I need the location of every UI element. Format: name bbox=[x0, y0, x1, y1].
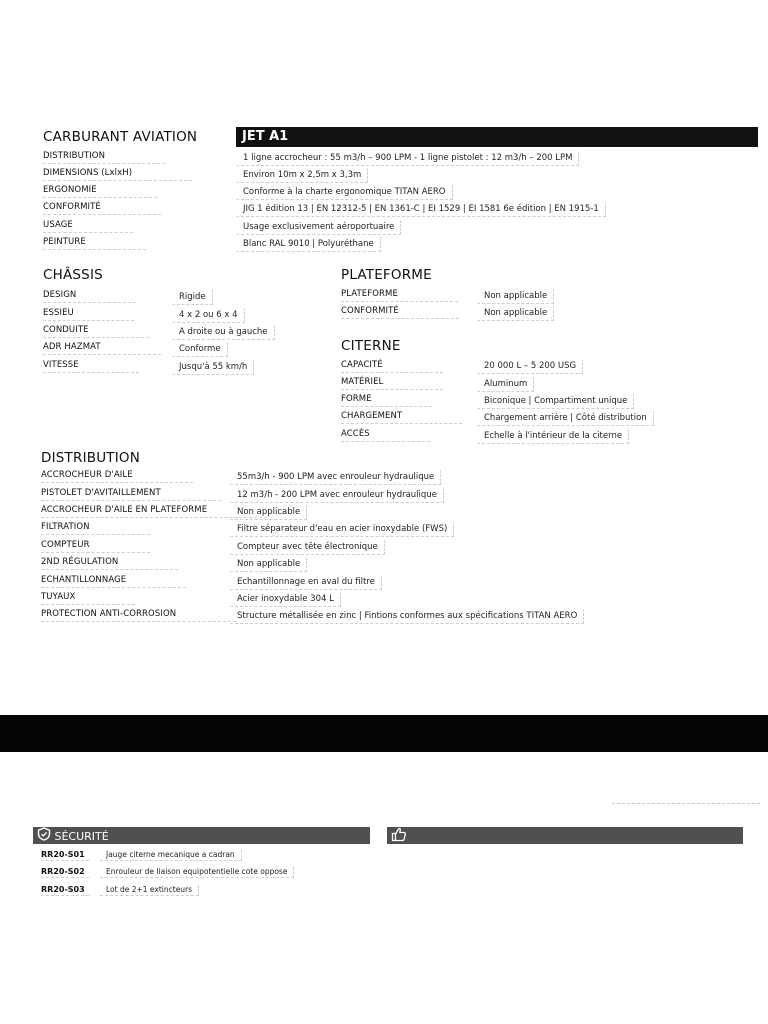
plateforme-value-conformite: Non applicable bbox=[477, 306, 554, 321]
plateforme-label-plateforme: PLATEFORME bbox=[341, 289, 398, 299]
citerne-label-materiel: MATÉRIEL bbox=[341, 377, 384, 387]
citerne-value-capacite: 20 000 L – 5 200 USG bbox=[477, 359, 583, 374]
fuel-value-ergonomie: Conforme à la charte ergonomique TITAN AERO bbox=[236, 185, 453, 200]
fuel-label-distribution: DISTRIBUTION bbox=[43, 151, 106, 161]
fuel-label-conformite: CONFORMITÉ bbox=[43, 202, 101, 212]
distribution-value-regulation: Non applicable bbox=[230, 557, 307, 572]
distribution-label-echantillonnage: ECHANTILLONNAGE bbox=[41, 575, 127, 585]
distribution-label-filtration: FILTRATION bbox=[41, 522, 90, 532]
citerne-value-chargement: Chargement arrière | Côté distribution bbox=[477, 411, 654, 426]
chassis-value-adr: Conforme bbox=[172, 342, 228, 357]
securite-title: SÉCURITÉ bbox=[54, 830, 109, 843]
chassis-label-conduite: CONDUITE bbox=[43, 325, 89, 335]
options-header bbox=[387, 827, 743, 844]
citerne-label-chargement: CHARGEMENT bbox=[341, 411, 403, 421]
chassis-value-conduite: A droite ou à gauche bbox=[172, 325, 275, 340]
plateforme-section-title: PLATEFORME bbox=[341, 267, 432, 283]
distribution-value-accrocheur: 55m3/h - 900 LPM avec enrouleur hydraulique bbox=[230, 470, 441, 485]
distribution-label-protection: PROTECTION ANTI-CORROSION bbox=[41, 609, 177, 619]
securite-header bbox=[33, 827, 370, 844]
distribution-label-compteur: COMPTEUR bbox=[41, 540, 90, 550]
securite-code-s01: RR20-S01 bbox=[41, 850, 85, 859]
plateforme-label-conformite: CONFORMITÉ bbox=[341, 306, 399, 316]
chassis-label-adr: ADR HAZMAT bbox=[43, 342, 101, 352]
fuel-value-distribution: 1 ligne accrocheur : 55 m3/h – 900 LPM - 1 ligne pistolet : 12 m3/h – 200 LPM bbox=[236, 151, 579, 166]
fuel-product-header: JET A1 bbox=[236, 127, 758, 147]
fuel-value-usage: Usage exclusivement aéroportuaire bbox=[236, 220, 401, 235]
citerne-section-title: CITERNE bbox=[341, 338, 401, 354]
fuel-value-dimensions: Environ 10m x 2,5m x 3,3m bbox=[236, 168, 368, 183]
chassis-section-title: CHÂSSIS bbox=[43, 267, 103, 283]
securite-text-s03: Lot de 2+1 extincteurs bbox=[100, 885, 199, 896]
plateforme-value-plateforme: Non applicable bbox=[477, 289, 554, 304]
shield-icon bbox=[37, 827, 51, 846]
chassis-value-design: Rigide bbox=[172, 290, 213, 305]
thumbs-up-icon bbox=[391, 827, 407, 847]
black-band bbox=[0, 715, 768, 752]
distribution-label-accrocheur-plateforme: ACCROCHEUR D'AILE EN PLATEFORME bbox=[41, 505, 208, 515]
citerne-label-acces: ACCÈS bbox=[341, 429, 370, 439]
distribution-section-title: DISTRIBUTION bbox=[41, 450, 141, 466]
distribution-label-regulation: 2ND RÉGULATION bbox=[41, 557, 119, 567]
fuel-value-conformite: JIG 1 édition 13 | EN 12312-5 | EN 1361-C | EI 1529 | EI 1581 6e édition | EN 1915-1 bbox=[236, 202, 606, 217]
distribution-label-tuyaux: TUYAUX bbox=[41, 592, 76, 602]
securite-code-s02: RR20-S02 bbox=[41, 867, 85, 876]
distribution-label-pistolet: PISTOLET D'AVITAILLEMENT bbox=[41, 488, 161, 498]
fuel-label-peinture: PEINTURE bbox=[43, 237, 86, 247]
distribution-value-pistolet: 12 m3/h - 200 LPM avec enrouleur hydraulique bbox=[230, 488, 444, 503]
distribution-value-tuyaux: Acier inoxydable 304 L bbox=[230, 592, 341, 607]
fuel-section-title: CARBURANT AVIATION bbox=[43, 129, 198, 145]
chassis-label-design: DESIGN bbox=[43, 290, 77, 300]
citerne-value-forme: Biconique | Compartiment unique bbox=[477, 394, 634, 409]
distribution-value-filtration: Filtre séparateur d'eau en acier inoxydable (FWS) bbox=[230, 522, 454, 537]
distribution-value-protection: Structure métallisée en zinc | Fintions conformes aux spécifications TITAN AERO bbox=[230, 609, 584, 624]
citerne-value-materiel: Aluminum bbox=[477, 377, 534, 392]
distribution-label-accrocheur: ACCROCHEUR D'AILE bbox=[41, 470, 133, 480]
chassis-value-vitesse: Jusqu'à 55 km/h bbox=[172, 360, 254, 375]
distribution-value-compteur: Compteur avec tête électronique bbox=[230, 540, 385, 555]
chassis-value-essieu: 4 x 2 ou 6 x 4 bbox=[172, 308, 245, 323]
fuel-label-dimensions: DIMENSIONS (LxlxH) bbox=[43, 168, 133, 178]
citerne-value-acces: Echelle à l'intérieur de la citerne bbox=[477, 429, 629, 444]
fuel-value-peinture: Blanc RAL 9010 | Polyuréthane bbox=[236, 237, 381, 252]
distribution-value-echantillonnage: Echantillonnage en aval du filtre bbox=[230, 575, 382, 590]
distribution-value-accrocheur-plateforme: Non applicable bbox=[230, 505, 307, 520]
divider-dashed bbox=[612, 803, 760, 804]
citerne-label-forme: FORME bbox=[341, 394, 372, 404]
fuel-label-ergonomie: ERGONOMIE bbox=[43, 185, 97, 195]
chassis-label-vitesse: VITESSE bbox=[43, 360, 79, 370]
securite-code-s03: RR20-S03 bbox=[41, 885, 85, 894]
securite-text-s02: Enrouleur de liaison equipotentielle cote oppose bbox=[100, 867, 294, 878]
fuel-label-usage: USAGE bbox=[43, 220, 73, 230]
chassis-label-essieu: ESSIEU bbox=[43, 308, 74, 318]
citerne-label-capacite: CAPACITÉ bbox=[341, 360, 383, 370]
securite-text-s01: Jauge citerne mecanique a cadran bbox=[100, 850, 242, 861]
